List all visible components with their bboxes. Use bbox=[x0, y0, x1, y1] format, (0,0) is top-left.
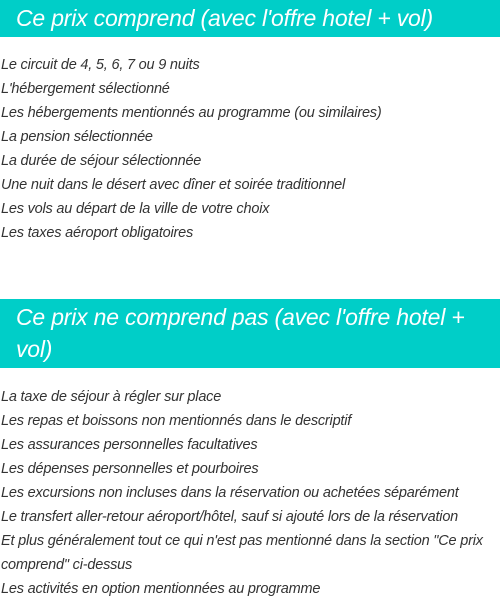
list-item: Une nuit dans le désert avec dîner et soirée traditionnel bbox=[1, 177, 346, 193]
excluded-list bbox=[0, 385, 500, 601]
list-item: Les assurances personnelles facultatives bbox=[1, 437, 258, 453]
list-item: Le transfert aller-retour aéroport/hôtel, sauf si ajouté lors de la réservation bbox=[1, 509, 459, 525]
list-item: La taxe de séjour à régler sur place bbox=[1, 389, 222, 405]
list-item: La pension sélectionnée bbox=[1, 129, 153, 145]
included-section-title: Ce prix comprend (avec l'offre hotel + vol) bbox=[0, 0, 500, 37]
excluded-section-title: Ce prix ne comprend pas (avec l'offre hotel + vol) bbox=[0, 299, 500, 368]
list-item: Les vols au départ de la ville de votre choix bbox=[1, 201, 270, 217]
list-item: Et plus généralement tout ce qui n'est pas mentionné dans la section "Ce prix comprend" ci-dessus bbox=[1, 533, 483, 573]
list-item: Le circuit de 4, 5, 6, 7 ou 9 nuits bbox=[1, 57, 200, 73]
list-item: Les hébergements mentionnés au programme (ou similaires) bbox=[1, 105, 382, 121]
included-list bbox=[0, 53, 500, 245]
list-item: L'hébergement sélectionné bbox=[1, 81, 170, 97]
list-item: Les dépenses personnelles et pourboires bbox=[1, 461, 259, 477]
list-item: Les activités en option mentionnées au programme bbox=[1, 581, 321, 597]
list-item: Les excursions non incluses dans la réservation ou achetées séparément bbox=[1, 485, 459, 501]
list-item: La durée de séjour sélectionnée bbox=[1, 153, 202, 169]
list-item: Les taxes aéroport obligatoires bbox=[1, 225, 194, 241]
list-item: Les repas et boissons non mentionnés dans le descriptif bbox=[1, 413, 352, 429]
